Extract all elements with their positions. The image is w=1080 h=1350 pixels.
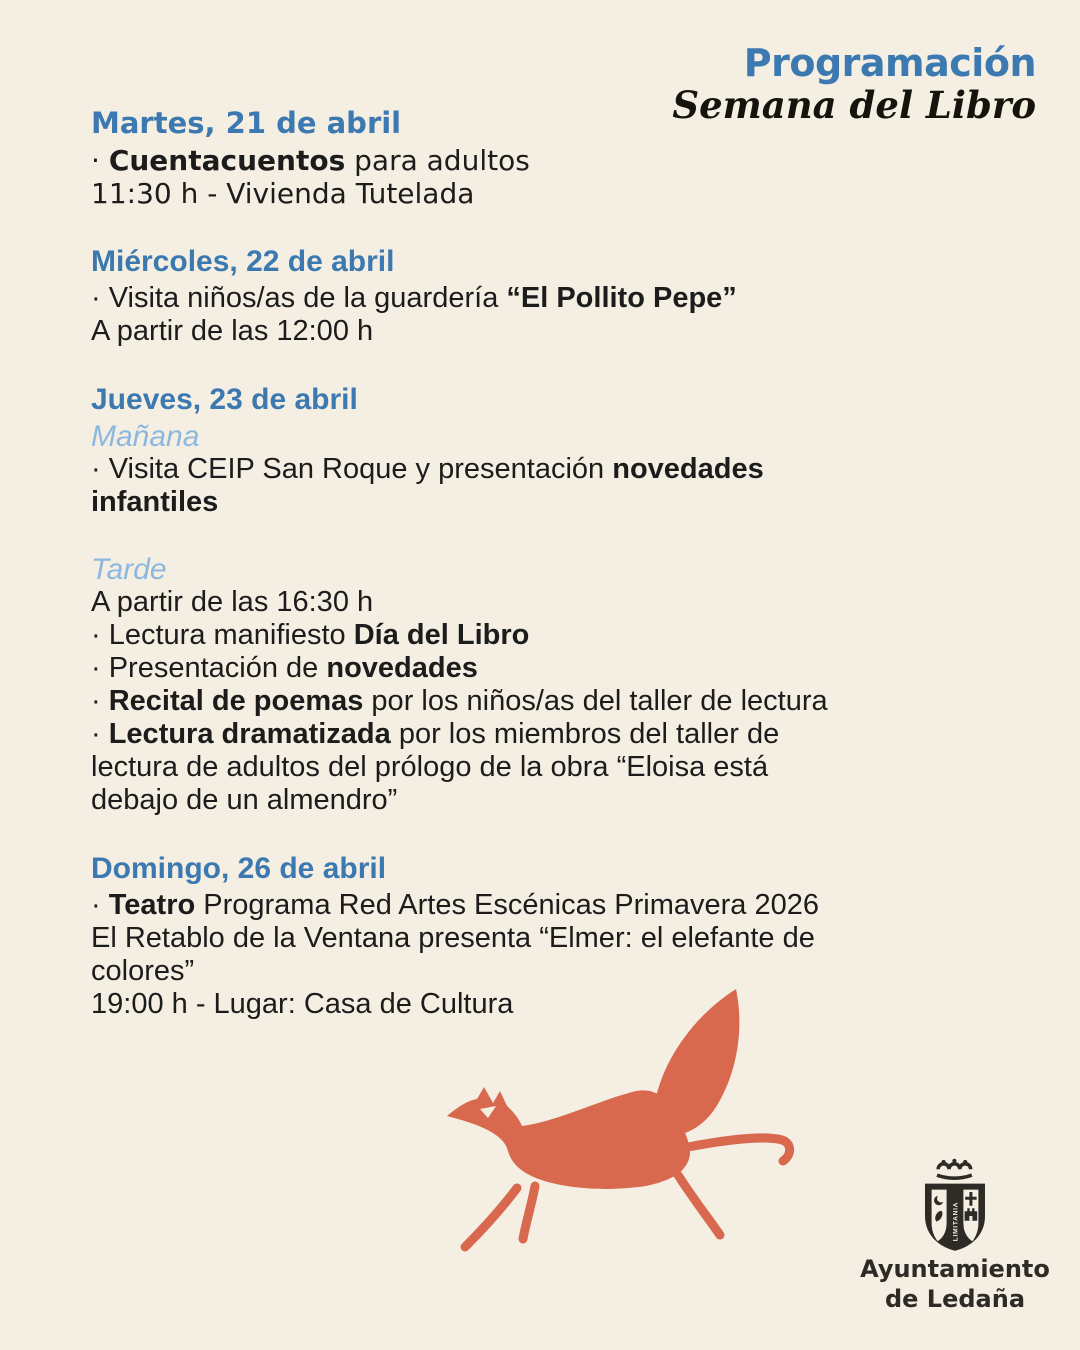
program-text: ·: [91, 685, 109, 717]
program-line: [91, 177, 1041, 210]
program-text-bold: Cuentacuentos: [108, 144, 346, 177]
program-line: [91, 315, 1041, 348]
section-jueves: [91, 382, 1041, 519]
program-text: colores”: [91, 955, 195, 987]
program-line: [91, 282, 1041, 315]
program-text: por los miembros del taller de: [390, 718, 780, 750]
program-text: 19:00 h - Lugar: Casa de Cultura: [91, 988, 514, 1020]
town-crest-logo: [845, 1156, 1065, 1314]
program-text-bold: Teatro: [108, 889, 196, 921]
program-line: [91, 144, 1041, 177]
program-text-bold: Recital de poemas: [108, 685, 364, 717]
program-line: [91, 718, 1041, 751]
program-line: [91, 784, 1041, 817]
section-heading: Domingo, 26 de abril: [91, 852, 387, 885]
program-line: [91, 619, 1041, 652]
program-text: 11:30 h - Vivienda Tutelada: [91, 177, 475, 210]
program-text-bold: novedades: [612, 453, 764, 485]
program-text-bold: “El Pollito Pepe”: [506, 282, 737, 314]
poster-subtitle: Semana del Libro: [672, 83, 1036, 127]
program-text: ·: [91, 889, 109, 921]
poster-title: Programación: [743, 41, 1036, 85]
program-text-bold: Día del Libro: [353, 619, 530, 651]
program-text: para adultos: [345, 144, 530, 177]
program-line: [91, 889, 1041, 922]
program-line: [91, 751, 1041, 784]
organization-name-line1: Ayuntamiento: [860, 1255, 1050, 1283]
program-text-bold: novedades: [326, 652, 478, 684]
program-text: ·: [91, 144, 109, 177]
program-text: · Presentación de: [91, 652, 327, 684]
program-text: Programa Red Artes Escénicas Primavera 2026: [195, 889, 819, 921]
crown-icon: [937, 1159, 972, 1179]
program-line: [91, 652, 1041, 685]
crest-icon: [907, 1156, 1003, 1252]
fox-body-icon: [447, 989, 790, 1247]
program-text: · Visita niños/as de la guardería: [91, 282, 507, 314]
program-text-bold: infantiles: [91, 486, 219, 518]
section-heading: Jueves, 23 de abril: [91, 383, 358, 416]
program-text: El Retablo de la Ventana presenta “Elmer: el elefante de: [91, 922, 815, 954]
program-sections: [91, 106, 1041, 1055]
program-text-bold: Lectura dramatizada: [108, 718, 391, 750]
fox-illustration: [420, 975, 820, 1265]
program-text: debajo de un almendro”: [91, 784, 398, 816]
program-line: [91, 453, 1041, 486]
section-subheading: Mañana: [91, 420, 200, 453]
program-text: A partir de las 16:30 h: [91, 586, 374, 618]
section-heading: Martes, 21 de abril: [91, 106, 402, 140]
program-text: A partir de las 12:00 h: [91, 315, 374, 347]
program-text: por los niños/as del taller de lectura: [363, 685, 828, 717]
section-heading: Miércoles, 22 de abril: [91, 245, 395, 278]
program-text: lectura de adultos del prólogo de la obra “Eloisa está: [91, 751, 769, 783]
section-miercoles: [91, 244, 1041, 348]
program-line: [91, 685, 1041, 718]
program-text: · Lectura manifiesto: [91, 619, 354, 651]
section-jueves-tarde: [91, 553, 1041, 817]
program-line: [91, 486, 1041, 519]
section-subheading: Tarde: [91, 553, 167, 586]
program-line: [91, 586, 1041, 619]
shield-icon: [925, 1184, 985, 1251]
organization-name-line2: de Ledaña: [884, 1285, 1026, 1313]
program-text: · Visita CEIP San Roque y presentación: [91, 453, 613, 485]
program-text: ·: [91, 718, 109, 750]
program-line: [91, 922, 1041, 955]
shield-motto: LIMITANIA: [952, 1201, 960, 1242]
section-martes: [91, 106, 1041, 210]
